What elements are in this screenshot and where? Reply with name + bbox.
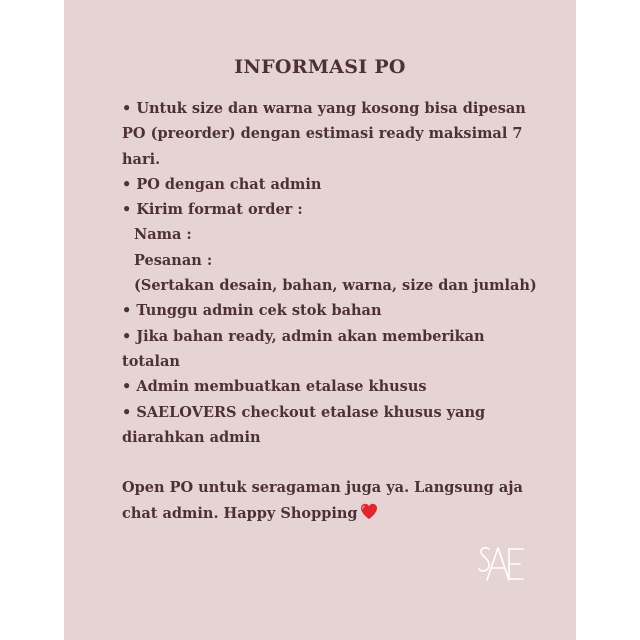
format-line-nama: Nama : bbox=[134, 226, 192, 244]
info-line: • Kirim format order : bbox=[122, 201, 303, 219]
spacer bbox=[122, 450, 562, 475]
info-line: • SAELOVERS checkout etalase khusus yang bbox=[122, 403, 486, 421]
closing-line-2 bbox=[122, 501, 562, 526]
info-line: • Tunggu admin cek stok bahan bbox=[122, 302, 382, 320]
info-body bbox=[122, 96, 562, 526]
info-line: • Admin membuatkan etalase khusus bbox=[122, 378, 427, 396]
info-line: PO (preorder) dengan estimasi ready maksimal 7 bbox=[122, 125, 523, 143]
info-line: totalan bbox=[122, 352, 180, 370]
info-line: diarahkan admin bbox=[122, 428, 261, 446]
sae-logo bbox=[476, 544, 526, 584]
closing-line-1: Open PO untuk seragaman juga ya. Langsung aja bbox=[122, 479, 523, 497]
info-card bbox=[64, 0, 576, 640]
info-line: hari. bbox=[122, 150, 161, 168]
info-line: • Untuk size dan warna yang kosong bisa dipesan bbox=[122, 100, 526, 117]
format-line-pesanan: Pesanan : bbox=[134, 251, 213, 269]
page-title: INFORMASI PO bbox=[234, 56, 406, 78]
heart-icon bbox=[360, 503, 378, 520]
info-line: • PO dengan chat admin bbox=[122, 175, 322, 193]
closing-text: chat admin. Happy Shopping bbox=[122, 504, 358, 522]
info-line: • Jika bahan ready, admin akan memberikan bbox=[122, 327, 485, 345]
format-line-detail: (Sertakan desain, bahan, warna, size dan jumlah) bbox=[134, 277, 537, 295]
